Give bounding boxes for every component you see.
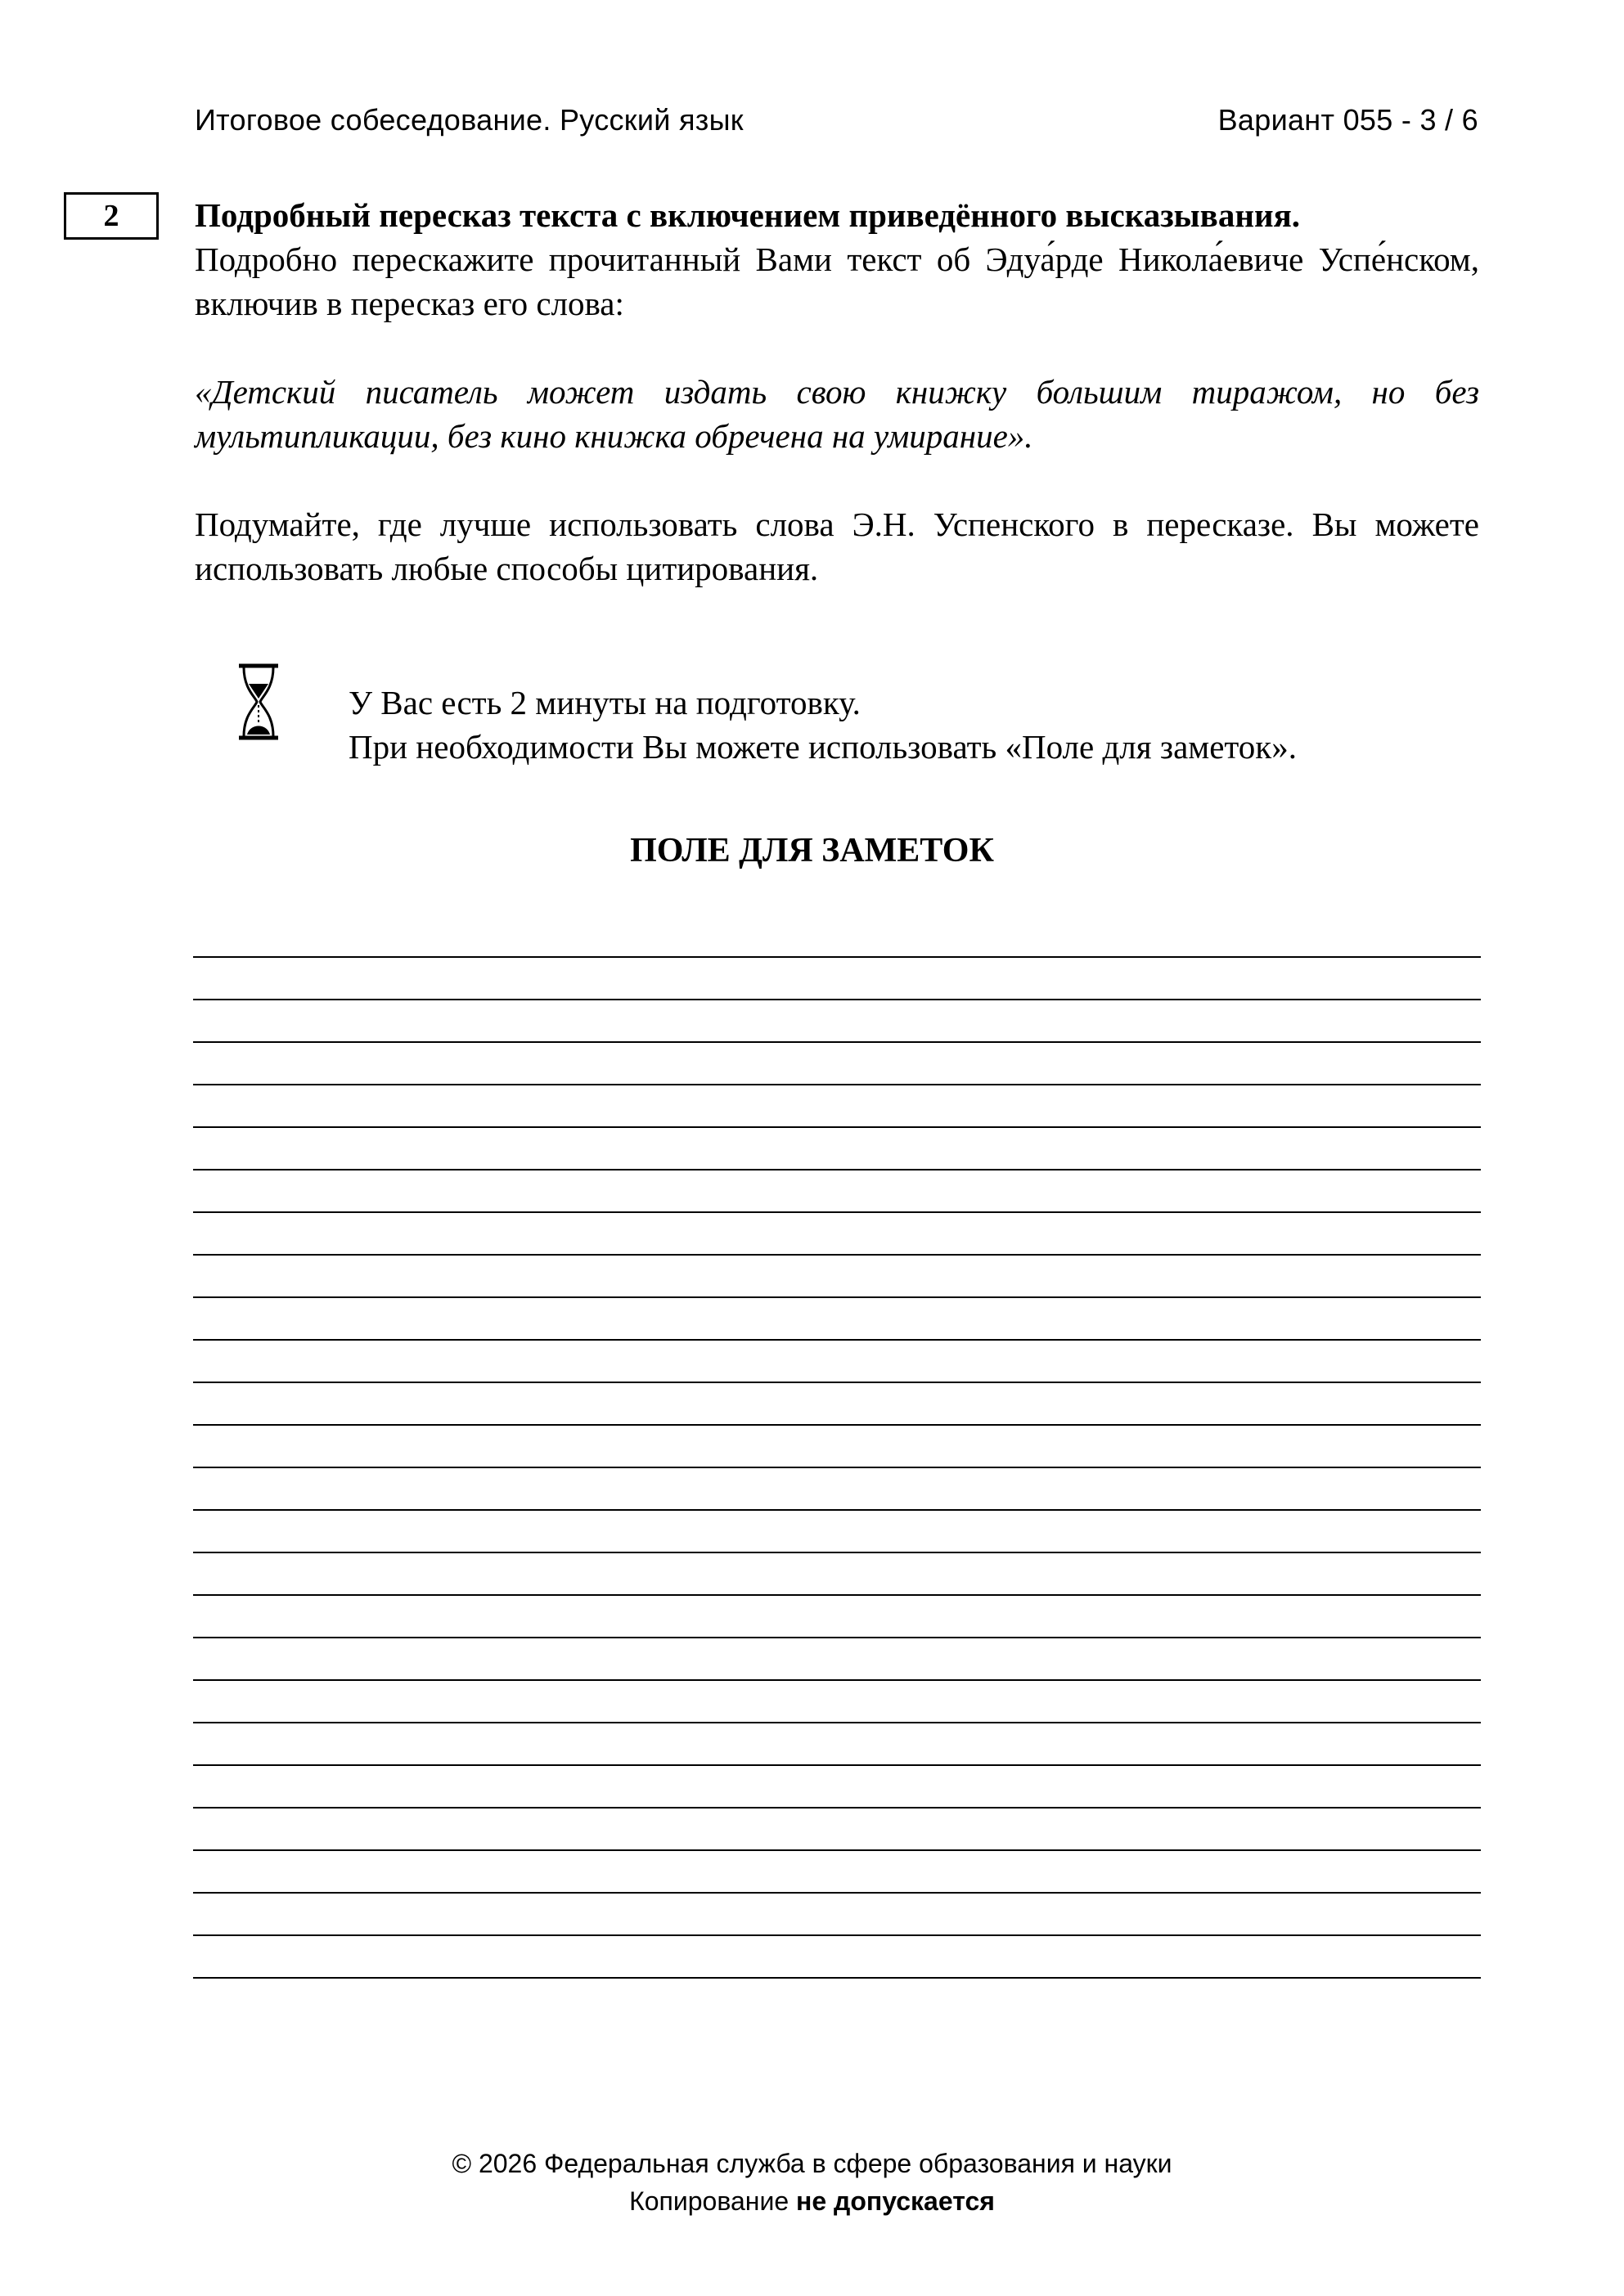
task-content [195, 193, 1479, 591]
note-line[interactable] [193, 1256, 1481, 1298]
note-line[interactable] [193, 1596, 1481, 1638]
hourglass-icon [236, 663, 281, 741]
note-line[interactable] [193, 1468, 1481, 1511]
note-line[interactable] [193, 958, 1481, 1000]
note-line[interactable] [193, 1128, 1481, 1170]
note-line[interactable] [193, 1341, 1481, 1383]
note-line[interactable] [193, 1723, 1481, 1766]
note-line[interactable] [193, 1383, 1481, 1426]
header-variant: Вариант 055 - 3 / 6 [1217, 103, 1478, 137]
note-line[interactable] [193, 1298, 1481, 1341]
note-line[interactable] [193, 1511, 1481, 1553]
note-line[interactable] [193, 1681, 1481, 1723]
task-instruction: Подробно перескажите прочитанный Вами текст об Эдуа́рде Никола́евиче Успе́нском, включив в пересказ его слова: [195, 240, 1479, 322]
header-title: Итоговое собеседование. Русский язык [195, 103, 744, 137]
note-line[interactable] [193, 1553, 1481, 1596]
note-line[interactable] [193, 1085, 1481, 1128]
note-line[interactable] [193, 1894, 1481, 1936]
prep-line-2: При необходимости Вы можете использовать «Поле для заметок». [349, 728, 1297, 766]
footer-copying-bold: не допускается [796, 2186, 995, 2216]
note-line[interactable] [193, 915, 1481, 958]
note-line[interactable] [193, 1808, 1481, 1851]
note-line[interactable] [193, 1638, 1481, 1681]
note-line[interactable] [193, 1170, 1481, 1213]
note-line[interactable] [193, 1426, 1481, 1468]
notes-title: ПОЛЕ ДЛЯ ЗАМЕТОК [630, 832, 994, 869]
prep-line-1: У Вас есть 2 минуты на подготовку. [349, 684, 861, 721]
task-quote: «Детский писатель может издать свою книжку большим тиражом, но без мультипликации, без кино книжка обречена на умирание». [195, 373, 1479, 455]
note-line[interactable] [193, 1936, 1481, 1979]
footer-copyright: © 2026 Федеральная служба в сфере образования и науки [452, 2149, 1172, 2178]
footer-copying [0, 2182, 1624, 2220]
note-line[interactable] [193, 1851, 1481, 1894]
prep-text [349, 681, 1297, 769]
note-line[interactable] [193, 1043, 1481, 1085]
footer-copying-prefix: Копирование [629, 2186, 796, 2216]
footer [0, 2145, 1624, 2220]
task-title: Подробный пересказ текста с включением приведённого высказывания. [195, 196, 1300, 234]
note-line[interactable] [193, 1213, 1481, 1256]
notes-area[interactable] [193, 915, 1481, 1979]
note-line[interactable] [193, 1000, 1481, 1043]
task-number-box: 2 [64, 192, 159, 240]
note-line[interactable] [193, 1766, 1481, 1808]
task-paragraph: Подумайте, где лучше использовать слова Э.Н. Успенского в пересказе. Вы можете использовать любые способы цитирования. [195, 505, 1479, 587]
